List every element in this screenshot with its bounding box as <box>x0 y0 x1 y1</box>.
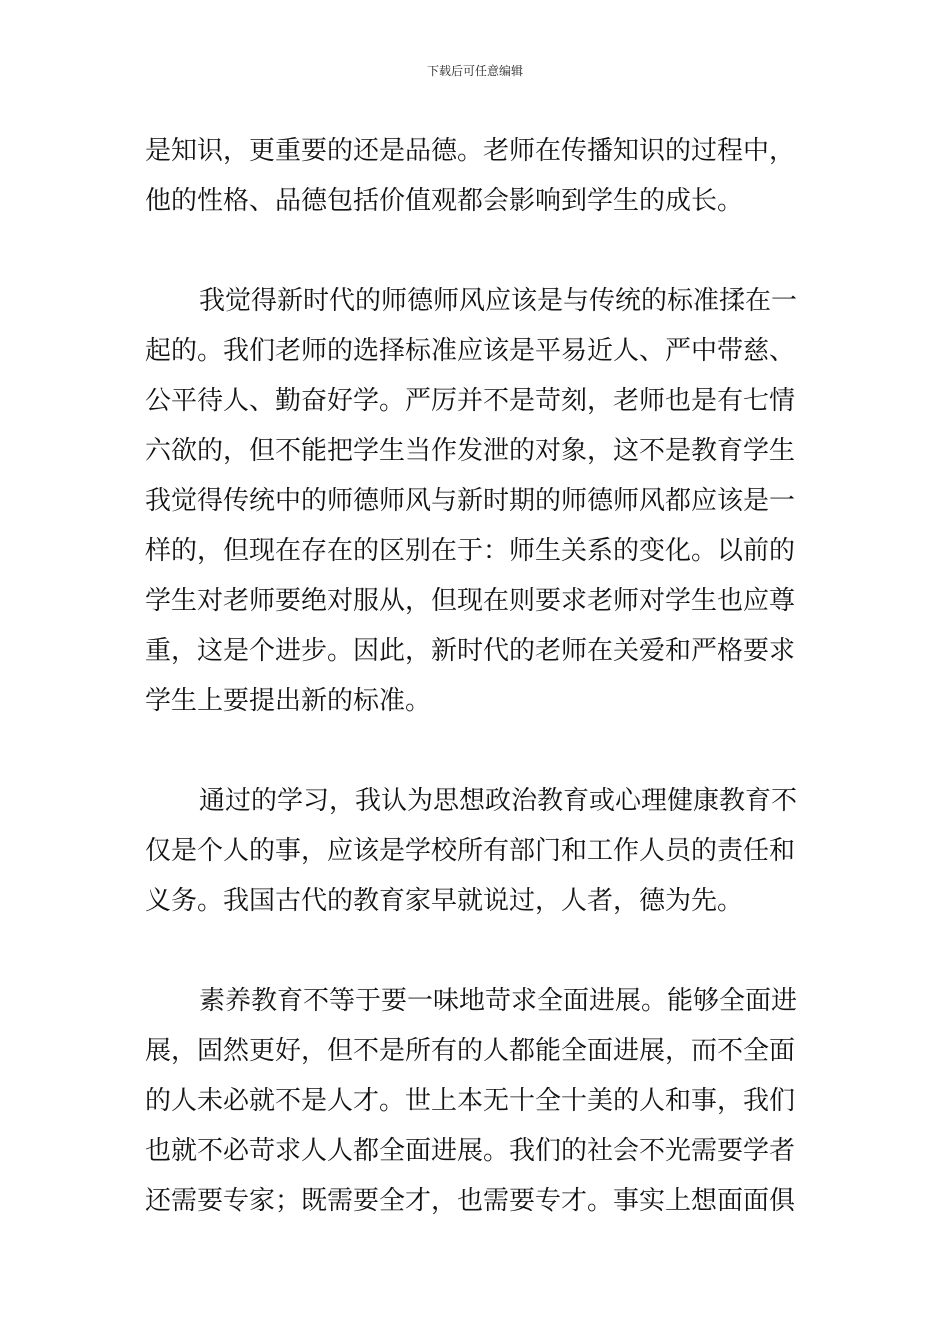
text-line: 学生上要提出新的标准。 <box>145 686 432 716</box>
text-line: 的人未必就不是人才。世上本无十全十美的人和事，我们 <box>145 1086 796 1116</box>
text-line: 展，固然更好，但不是所有的人都能全面进展，而不全面 <box>145 1036 796 1066</box>
text-line: 样的，但现在存在的区别在于：师生关系的变化。以前的 <box>145 536 796 566</box>
text-line: 学生对老师要绝对服从，但现在则要求老师对学生也应尊 <box>145 586 796 616</box>
text-line: 重，这是个进步。因此，新时代的老师在关爱和严格要求 <box>145 636 796 666</box>
page-header: 下载后可任意编辑 <box>426 64 523 78</box>
text-line: 是知识，更重要的还是品德。老师在传播知识的过程中， <box>145 136 796 166</box>
paragraph <box>145 276 810 726</box>
text-line: 还需要专家；既需要全才，也需要专才。事实上想面面俱 <box>145 1186 796 1216</box>
text-line: 仅是个人的事，应该是学校所有部门和工作人员的责任和 <box>145 836 796 866</box>
text-line: 素养教育不等于要一味地苛求全面进展。能够全面进 <box>199 986 798 1016</box>
text-line: 义务。我国古代的教育家早就说过，人者，德为先。 <box>145 886 744 916</box>
paragraph-gap <box>145 926 810 976</box>
text-line: 我觉得传统中的师德师风与新时期的师德师风都应该是一 <box>145 486 796 516</box>
text-line: 他的性格、品德包括价值观都会影响到学生的成长。 <box>145 186 744 216</box>
paragraph-gap <box>145 726 810 776</box>
text-line: 六欲的，但不能把学生当作发泄的对象，这不是教育学生 <box>145 436 796 466</box>
text-line: 起的。我们老师的选择标准应该是平易近人、严中带慈、 <box>145 336 796 366</box>
text-line: 也就不必苛求人人都全面进展。我们的社会不光需要学者 <box>145 1136 796 1166</box>
document-body <box>145 126 810 1226</box>
paragraph <box>145 976 810 1226</box>
paragraph-gap <box>145 226 810 276</box>
text-line: 我觉得新时代的师德师风应该是与传统的标准揉在一 <box>199 286 798 316</box>
paragraph <box>145 126 810 226</box>
paragraph <box>145 776 810 926</box>
text-line: 公平待人、勤奋好学。严厉并不是苛刻，老师也是有七情 <box>145 386 796 416</box>
text-line: 通过的学习，我认为思想政治教育或心理健康教育不 <box>199 786 798 816</box>
